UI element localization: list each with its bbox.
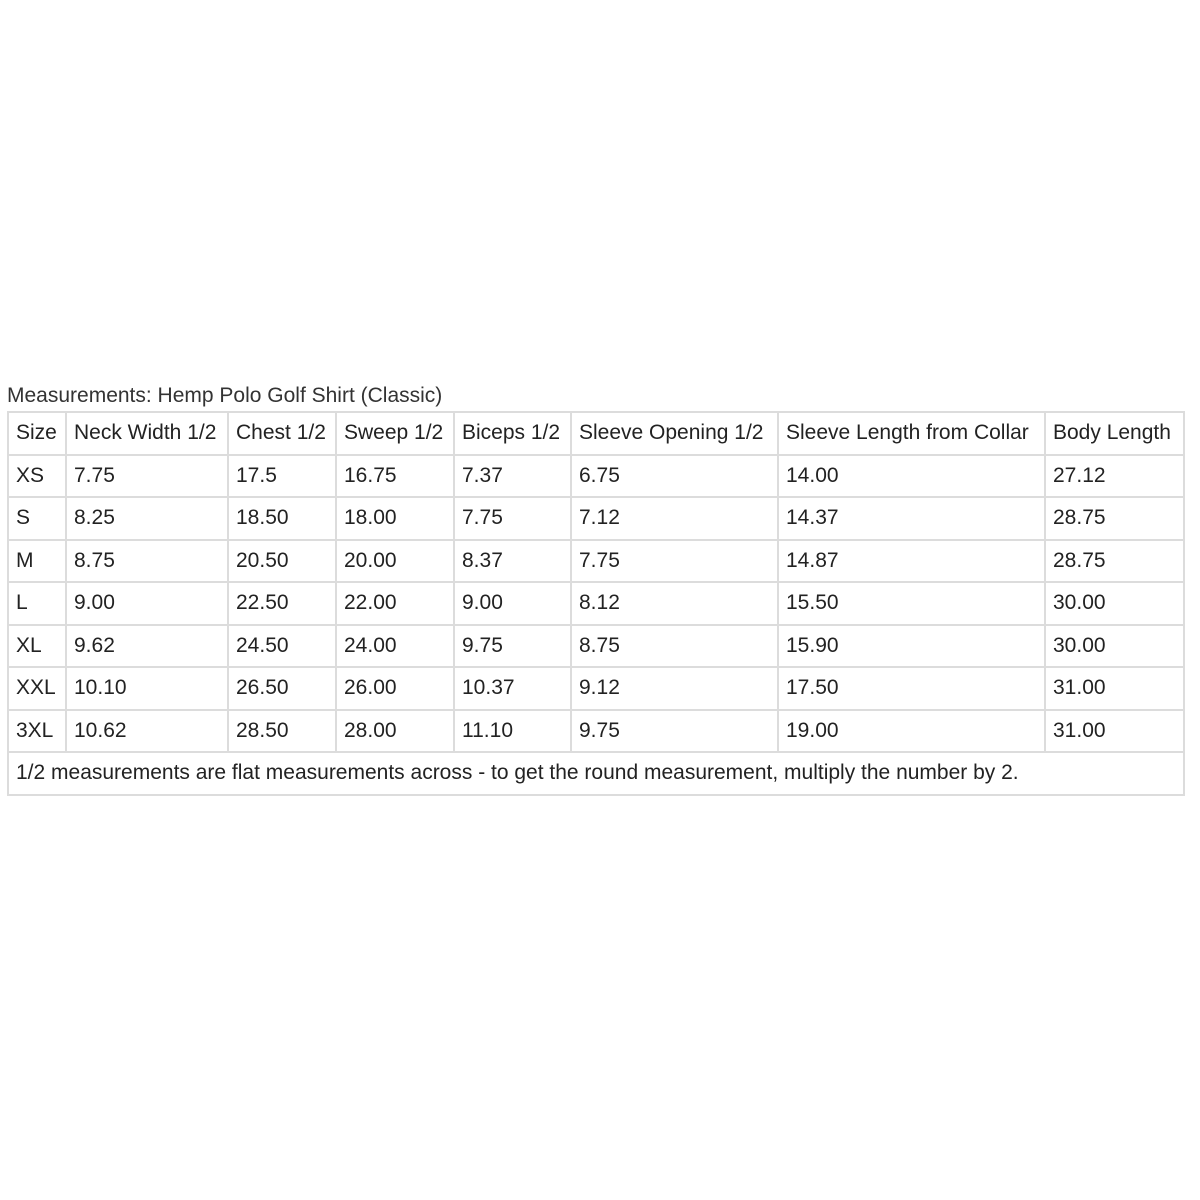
header-row bbox=[8, 412, 1184, 455]
cell-sleeve-length: 19.00 bbox=[778, 710, 1045, 753]
cell-neck-width: 9.00 bbox=[66, 582, 228, 625]
size-chart-table bbox=[7, 411, 1185, 796]
cell-sleeve-opening: 6.75 bbox=[571, 455, 778, 498]
cell-sleeve-opening: 7.75 bbox=[571, 540, 778, 583]
cell-sleeve-length: 14.87 bbox=[778, 540, 1045, 583]
footnote-row bbox=[8, 752, 1184, 795]
cell-sweep: 20.00 bbox=[336, 540, 454, 583]
cell-body-length: 30.00 bbox=[1045, 625, 1184, 668]
header-chest: Chest 1/2 bbox=[228, 412, 336, 455]
cell-biceps: 9.75 bbox=[454, 625, 571, 668]
cell-size: S bbox=[8, 497, 66, 540]
cell-biceps: 7.75 bbox=[454, 497, 571, 540]
cell-biceps: 11.10 bbox=[454, 710, 571, 753]
cell-sleeve-opening: 9.12 bbox=[571, 667, 778, 710]
cell-sweep: 22.00 bbox=[336, 582, 454, 625]
cell-sweep: 26.00 bbox=[336, 667, 454, 710]
cell-body-length: 30.00 bbox=[1045, 582, 1184, 625]
cell-chest: 26.50 bbox=[228, 667, 336, 710]
cell-size: XS bbox=[8, 455, 66, 498]
cell-sleeve-opening: 8.12 bbox=[571, 582, 778, 625]
cell-size: XXL bbox=[8, 667, 66, 710]
table-caption: Measurements: Hemp Polo Golf Shirt (Classic) bbox=[7, 384, 443, 407]
table-row bbox=[8, 497, 1184, 540]
cell-biceps: 9.00 bbox=[454, 582, 571, 625]
cell-sleeve-length: 15.90 bbox=[778, 625, 1045, 668]
cell-body-length: 31.00 bbox=[1045, 667, 1184, 710]
table-row bbox=[8, 582, 1184, 625]
cell-chest: 24.50 bbox=[228, 625, 336, 668]
cell-sleeve-length: 14.37 bbox=[778, 497, 1045, 540]
cell-biceps: 8.37 bbox=[454, 540, 571, 583]
cell-size: XL bbox=[8, 625, 66, 668]
cell-biceps: 7.37 bbox=[454, 455, 571, 498]
cell-body-length: 27.12 bbox=[1045, 455, 1184, 498]
cell-sweep: 18.00 bbox=[336, 497, 454, 540]
header-size: Size bbox=[8, 412, 66, 455]
header-neck-width: Neck Width 1/2 bbox=[66, 412, 228, 455]
cell-body-length: 28.75 bbox=[1045, 540, 1184, 583]
cell-chest: 17.5 bbox=[228, 455, 336, 498]
table-row bbox=[8, 667, 1184, 710]
cell-sweep: 16.75 bbox=[336, 455, 454, 498]
cell-body-length: 31.00 bbox=[1045, 710, 1184, 753]
cell-chest: 18.50 bbox=[228, 497, 336, 540]
cell-chest: 20.50 bbox=[228, 540, 336, 583]
cell-size: M bbox=[8, 540, 66, 583]
footnote: 1/2 measurements are flat measurements across - to get the round measurement, multiply the number by 2. bbox=[8, 752, 1184, 795]
table-row bbox=[8, 455, 1184, 498]
cell-sleeve-opening: 8.75 bbox=[571, 625, 778, 668]
cell-sleeve-length: 17.50 bbox=[778, 667, 1045, 710]
cell-sweep: 28.00 bbox=[336, 710, 454, 753]
cell-sleeve-length: 14.00 bbox=[778, 455, 1045, 498]
cell-sleeve-opening: 9.75 bbox=[571, 710, 778, 753]
cell-size: L bbox=[8, 582, 66, 625]
header-sweep: Sweep 1/2 bbox=[336, 412, 454, 455]
cell-neck-width: 8.25 bbox=[66, 497, 228, 540]
header-sleeve-length: Sleeve Length from Collar bbox=[778, 412, 1045, 455]
cell-sweep: 24.00 bbox=[336, 625, 454, 668]
header-sleeve-opening: Sleeve Opening 1/2 bbox=[571, 412, 778, 455]
cell-neck-width: 10.10 bbox=[66, 667, 228, 710]
cell-sleeve-length: 15.50 bbox=[778, 582, 1045, 625]
cell-body-length: 28.75 bbox=[1045, 497, 1184, 540]
table-row bbox=[8, 540, 1184, 583]
cell-chest: 22.50 bbox=[228, 582, 336, 625]
table-row bbox=[8, 625, 1184, 668]
header-biceps: Biceps 1/2 bbox=[454, 412, 571, 455]
cell-biceps: 10.37 bbox=[454, 667, 571, 710]
cell-size: 3XL bbox=[8, 710, 66, 753]
cell-neck-width: 8.75 bbox=[66, 540, 228, 583]
cell-neck-width: 9.62 bbox=[66, 625, 228, 668]
cell-neck-width: 7.75 bbox=[66, 455, 228, 498]
table-row bbox=[8, 710, 1184, 753]
cell-neck-width: 10.62 bbox=[66, 710, 228, 753]
cell-sleeve-opening: 7.12 bbox=[571, 497, 778, 540]
cell-chest: 28.50 bbox=[228, 710, 336, 753]
header-body-length: Body Length bbox=[1045, 412, 1184, 455]
